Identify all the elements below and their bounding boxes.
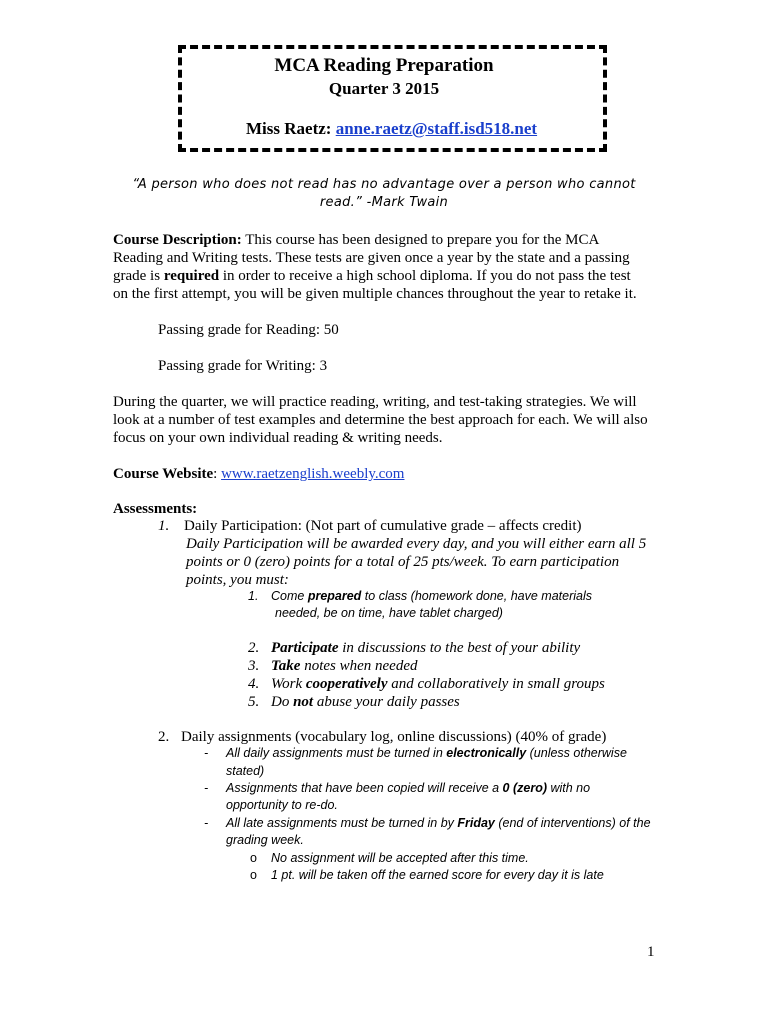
item2-dash-1: -	[204, 746, 209, 760]
item1-desc-3: points, you must:	[186, 572, 289, 588]
course-website-link[interactable]: www.raetzenglish.weebly.com	[221, 466, 405, 482]
item1-sub4-number: 4.	[248, 676, 260, 692]
teacher-line	[246, 119, 537, 139]
item1-number: 1.	[158, 518, 170, 534]
course-description-label: Course Description:	[113, 232, 242, 248]
item1-title: Daily Participation: (Not part of cumulative grade – affects credit)	[184, 518, 582, 534]
page-number: 1	[647, 944, 655, 960]
item2-bullet-3-line-2: grading week.	[226, 833, 304, 847]
quote-line-2	[0, 195, 768, 210]
teacher-email-link[interactable]: anne.raetz@staff.isd518.net	[335, 119, 538, 138]
sub1-bold: prepared	[307, 589, 362, 603]
item1-sub3	[271, 657, 418, 676]
item1-sub2	[271, 639, 580, 658]
item2-dash-3: -	[204, 816, 209, 830]
passing-writing: Passing grade for Writing: 3	[158, 358, 328, 374]
item2-bullet-3	[226, 816, 651, 830]
course-website-label: Course Website	[113, 466, 214, 482]
course-description-line-2: Reading and Writing tests. These tests are given once a year by the state and a passing	[113, 250, 630, 266]
item2-sub-bullet-1: No assignment will be accepted after this time.	[271, 851, 529, 865]
course-description-line-3	[113, 267, 631, 286]
item1-desc-2: points or 0 (zero) points for a total of 25 pts/week. To earn participation	[186, 554, 620, 570]
item2-bullet-1	[226, 746, 627, 760]
sub1-post: to class (homework done, have materials	[361, 589, 592, 603]
sub3-post: notes when needed	[300, 658, 418, 674]
quarter-line-2: look at a number of test examples and determine the best approach for each. We will also	[113, 412, 648, 428]
course-description-line-1	[113, 231, 599, 250]
cd-line3-pre: grade is	[113, 268, 164, 284]
item1-sub1-line-2: needed, be on time, have tablet charged)	[275, 606, 503, 620]
b2-pre: Assignments that have been copied will receive a	[226, 781, 503, 795]
item2-number: 2.	[158, 729, 170, 745]
b1-pre: All daily assignments must be turned in	[226, 746, 447, 760]
item1-sub1	[271, 589, 592, 603]
item1-sub5-number: 5.	[248, 694, 260, 710]
page-title: MCA Reading Preparation	[274, 55, 494, 76]
cd-line3-post: in order to receive a high school diploma. If you do not pass the test	[219, 268, 631, 284]
item2-circle-2: o	[250, 868, 257, 882]
b2-bold: 0 (zero)	[502, 781, 547, 795]
item2-dash-2: -	[204, 781, 209, 795]
passing-reading: Passing grade for Reading: 50	[158, 322, 339, 338]
quarter-line-3: focus on your own individual reading & writing needs.	[113, 430, 443, 446]
sub1-pre: Come	[271, 589, 308, 603]
item2-title: Daily assignments (vocabulary log, online discussions) (40% of grade)	[181, 729, 607, 745]
course-description-text: This course has been designed to prepare you for the MCA	[241, 232, 600, 248]
item1-desc-1: Daily Participation will be awarded every day, and you will either earn all 5	[186, 536, 647, 552]
b1-post: (unless otherwise	[526, 746, 627, 760]
course-description-line-4: on the first attempt, you will be given multiple chances throughout the year to retake it.	[113, 286, 637, 302]
item1-sub3-number: 3.	[248, 658, 260, 674]
item1-sub1-number: 1.	[248, 589, 259, 603]
item1-sub4	[271, 675, 605, 694]
quote-author: -Mark Twain	[366, 195, 449, 210]
assessments-heading: Assessments:	[113, 501, 198, 517]
item1-sub2-number: 2.	[248, 640, 260, 656]
teacher-label: Miss Raetz:	[246, 119, 336, 138]
b3-bold: Friday	[457, 816, 495, 830]
sub4-pre: Work	[271, 676, 306, 692]
item1-sub5	[271, 693, 460, 712]
quarter-line-1: During the quarter, we will practice reading, writing, and test-taking strategies. We will	[113, 394, 637, 410]
b3-post: (end of interventions) of the	[494, 816, 651, 830]
sub5-pre: Do	[271, 694, 294, 710]
sub3-bold: Take	[271, 658, 301, 674]
sub2-bold: Participate	[271, 640, 339, 656]
sub5-bold: not	[293, 694, 314, 710]
b1-bold: electronically	[446, 746, 527, 760]
sub5-post: abuse your daily passes	[313, 694, 460, 710]
item2-bullet-2	[226, 781, 590, 795]
course-website-sep: :	[213, 466, 222, 482]
b3-pre: All late assignments must be turned in by	[226, 816, 458, 830]
item2-circle-1: o	[250, 851, 257, 865]
cd-required: required	[163, 268, 220, 284]
quote-line-1: “A person who does not read has no advantage over a person who cannot	[132, 177, 636, 192]
quote-text-end: read.”	[319, 195, 367, 210]
item2-bullet-1-line-2: stated)	[226, 764, 265, 778]
sub4-bold: cooperatively	[305, 676, 388, 692]
page-subtitle: Quarter 3 2015	[328, 79, 440, 98]
item2-bullet-2-line-2: opportunity to re-do.	[226, 798, 338, 812]
item2-sub-bullet-2: 1 pt. will be taken off the earned score for every day it is late	[271, 868, 604, 882]
sub2-post: in discussions to the best of your ability	[338, 640, 581, 656]
course-website	[113, 465, 404, 484]
sub4-post: and collaboratively in small groups	[387, 676, 605, 692]
b2-post: with no	[547, 781, 591, 795]
